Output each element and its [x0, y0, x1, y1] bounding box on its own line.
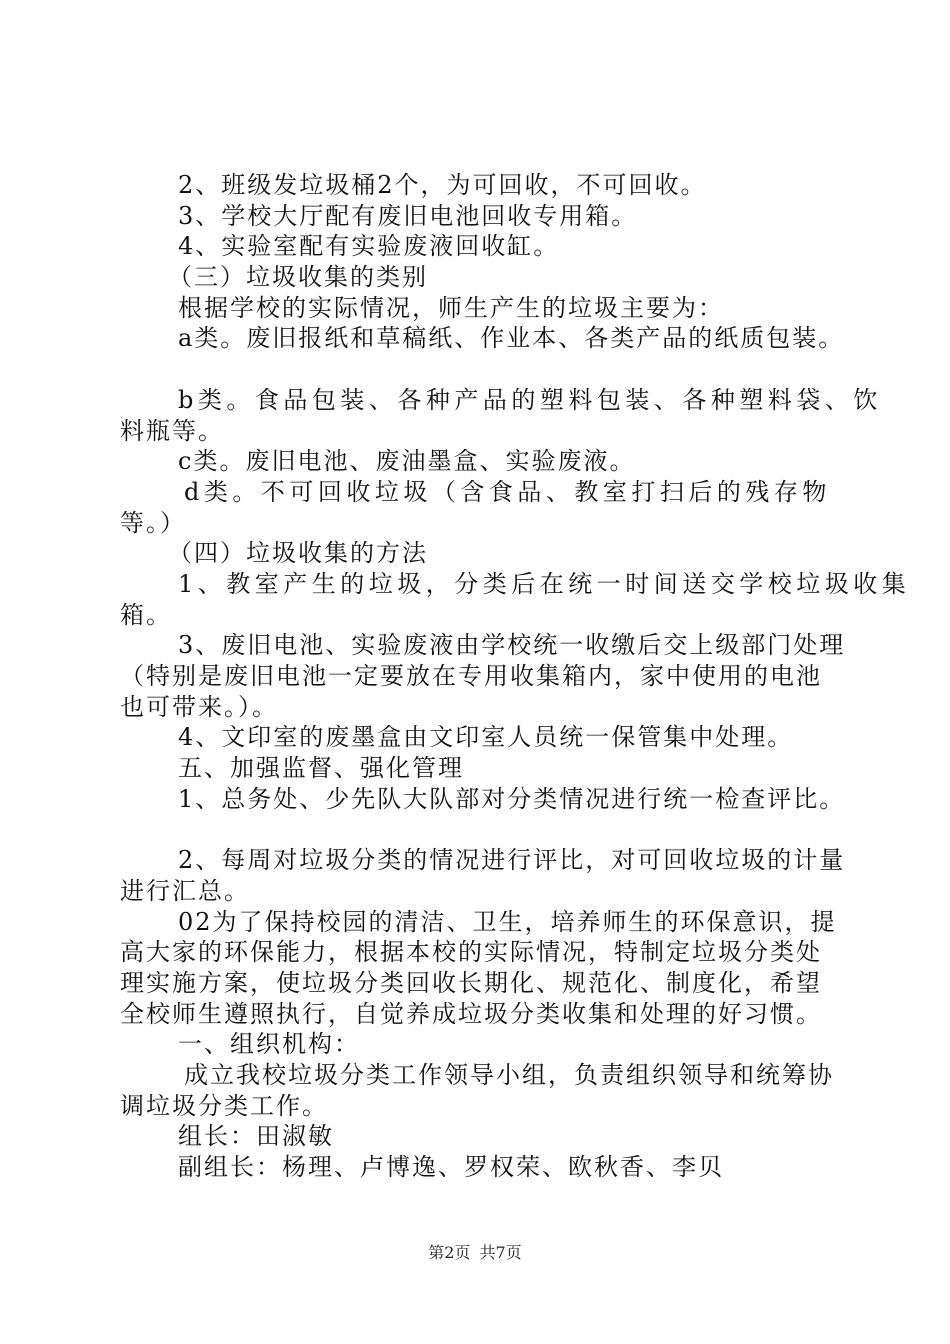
- text-line: c类。废旧电池、废油墨盒、实验废液。: [178, 447, 636, 476]
- text-line: （特别是废旧电池一定要放在专用收集箱内，家中使用的电池: [120, 662, 822, 690]
- text-line: 2、每周对垃圾分类的情况进行评比，对可回收垃圾的计量: [178, 846, 846, 875]
- text-line: 高大家的环保能力，根据本校的实际情况，特制定垃圾分类处: [120, 938, 822, 967]
- page-number: 第2页: [428, 1243, 471, 1262]
- blank-line: [120, 354, 840, 385]
- text-line: 2、班级发垃圾桶2个，为可回收，不可回收。: [178, 171, 707, 199]
- text-line: 箱。: [120, 600, 172, 629]
- text-line: 成立我校垃圾分类工作领导小组，负责组织领导和统筹协: [184, 1060, 834, 1089]
- text-line: 4、实验室配有实验废液回收缸。: [178, 232, 560, 261]
- text-line: 3、学校大厅配有废旧电池回收专用箱。: [178, 201, 638, 230]
- text-line: a类。废旧报纸和草稿纸、作业本、各类产品的纸质包装。: [178, 324, 845, 353]
- text-line: 组长：田淑敏: [178, 1122, 334, 1151]
- page-total: 共7页: [479, 1243, 522, 1262]
- text-line: 3、废旧电池、实验废液由学校统一收缴后交上级部门处理: [178, 631, 846, 660]
- document-body: [120, 170, 911, 1183]
- text-line: 等。）: [120, 508, 186, 537]
- text-line: 1、总务处、少先队大队部对分类情况进行统一检查评比。: [178, 784, 846, 813]
- text-line: 料瓶等。: [120, 416, 224, 445]
- text-line: b类。食品包装、各种产品的塑料包装、各种塑料袋、饮: [178, 385, 882, 414]
- text-line: 进行汇总。: [120, 876, 250, 905]
- text-line: 02为了保持校园的清洁、卫生，培养师生的环保意识，提: [178, 907, 837, 936]
- section-heading: 五、加强监督、强化管理: [178, 754, 464, 783]
- text-line: 4、文印室的废墨盒由文印室人员统一保管集中处理。: [178, 723, 794, 752]
- blank-line: [120, 814, 840, 845]
- text-line: 副组长：杨理、卢博逸、罗权荣、欧秋香、李贝: [178, 1153, 724, 1181]
- text-line: 全校师生遵照执行，自觉养成垃圾分类收集和处理的好习惯。: [120, 999, 822, 1028]
- text-line: 根据学校的实际情况，师生产生的垃圾主要为：: [178, 293, 724, 322]
- text-line: 理实施方案，使垃圾分类回收长期化、规范化、制度化，希望: [120, 968, 822, 997]
- page-footer: [0, 1243, 950, 1263]
- text-line: 调垃圾分类工作。: [120, 1091, 328, 1120]
- section-heading: 一、组织机构：: [178, 1030, 360, 1059]
- text-line: 1、教室产生的垃圾，分类后在统一时间送交学校垃圾收集: [178, 569, 911, 598]
- section-heading: （三）垃圾收集的类别: [168, 263, 428, 292]
- section-heading: （四）垃圾收集的方法: [168, 539, 428, 568]
- text-line: d类。不可回收垃圾（含食品、教室打扫后的残存物: [184, 477, 831, 506]
- text-line: 也可带来。）。: [120, 692, 278, 721]
